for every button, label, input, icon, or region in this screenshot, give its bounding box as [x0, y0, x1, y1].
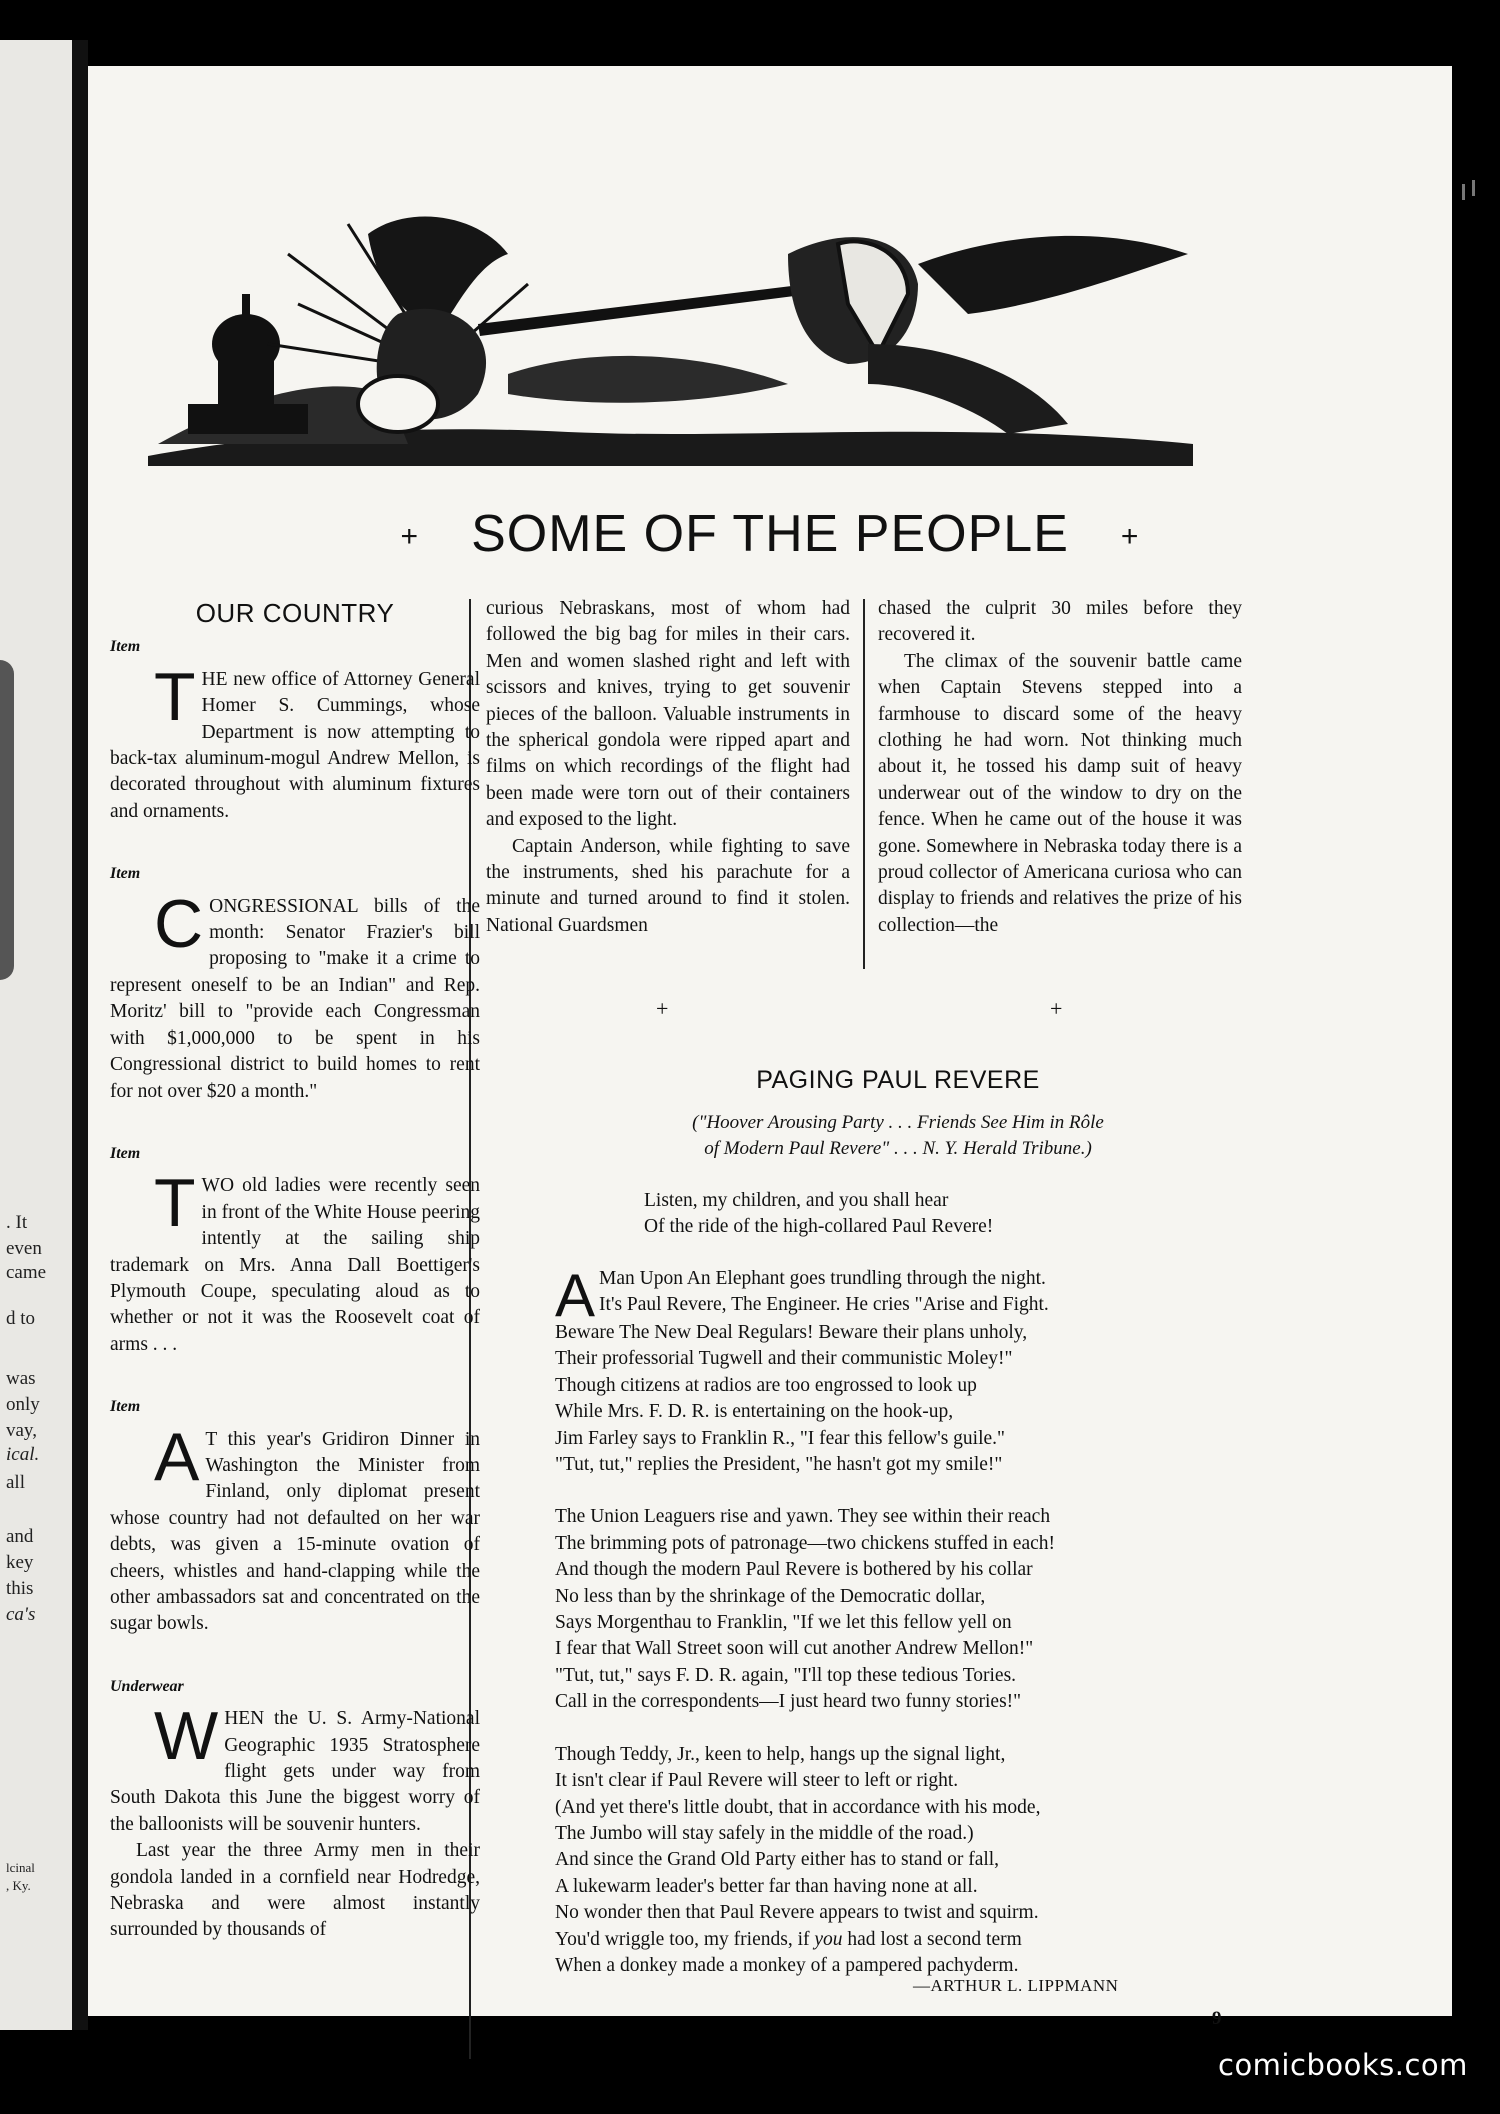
magazine-page	[88, 66, 1452, 2029]
poem-line: "Tut, tut," says F. D. R. again, "I'll top these tedious Tories.	[555, 1664, 1017, 1686]
epigraph-line: Listen, my children, and you shall hear	[644, 1190, 949, 1211]
emphasis-text: you	[814, 1928, 843, 1950]
column-continuation	[486, 596, 850, 939]
item-text: ONGRESSIONAL bills of the month: Senator Frazier's bill proposing to "make it a crime to represent oneself to be an Indian" and Rep. Moritz' bill to "provide each Congressman with $1,000,000 to be spent in his Congressional district to build homes to rent for not over $20 a month."	[110, 895, 480, 1102]
page-gutter	[72, 40, 88, 2030]
item-label: Item	[110, 865, 141, 883]
poem-subtitle	[508, 1110, 1288, 1162]
page-number: 9	[1212, 2008, 1222, 2029]
item-text: T this year's Gridiron Dinner in Washington the Minister from Finland, only diplomat present whose country had not defaulted on her war debts, was given a 15-minute ovation of cheers, whistles and hand-clapping while the other ambassadors sat and concentrated on the sugar bowls.	[110, 1428, 480, 1635]
page-title	[88, 504, 1452, 564]
poem-line: And since the Grand Old Party either has to stand or fall,	[555, 1849, 1000, 1871]
item-paragraph: Last year the three Army men in their gondola landed in a cornfield near Hodredge, Nebraska and were almost instantly surrounded by thousands of	[110, 1840, 480, 1941]
poem-line: A lukewarm leader's better far than having none at all.	[555, 1875, 978, 1897]
poem-line: Beware The New Deal Regulars! Beware their plans unholy,	[555, 1322, 1028, 1343]
left-fragment: came	[6, 1262, 47, 1283]
poem-line: It isn't clear if Paul Revere will steer to left or right.	[555, 1770, 959, 1792]
page-title-text: SOME OF THE PEOPLE	[471, 505, 1069, 563]
drop-cap: T	[154, 1165, 196, 1242]
left-fragment: , Ky.	[6, 1878, 31, 1893]
poem-line: (And yet there's little doubt, that in accordance with his mode,	[555, 1796, 1041, 1818]
column-continuation	[878, 596, 1242, 939]
paragraph: Captain Anderson, while fighting to save the instruments, shed his parachute for a minute and turned around to find it stolen. National Guardsmen	[486, 835, 850, 936]
column-rule	[863, 599, 865, 969]
header-illustration	[148, 194, 1193, 466]
left-fragment: even	[6, 1238, 42, 1259]
item-text: HE new office of Attorney General Homer S. Cummings, whose Department is now attempting to back-tax aluminum-mogul Andrew Mellon, is decorated throughout with aluminum fixtures and ornaments.	[110, 668, 480, 822]
poem-line: Though citizens at radios are too engrossed to look up	[555, 1374, 977, 1396]
poem-line: When a donkey made a monkey of a pampered pachyderm.	[555, 1954, 1019, 1976]
title-ornament-left: +	[400, 520, 420, 554]
item-label: Item	[110, 1398, 141, 1416]
left-fragment: . It	[6, 1212, 28, 1233]
poem-line	[555, 1927, 1055, 1953]
drop-cap: W	[154, 1698, 219, 1775]
poem-line: Their professorial Tugwell and their communistic Moley!"	[555, 1348, 1013, 1370]
poem-line: The Jumbo will stay safely in the middle of the road.)	[555, 1822, 974, 1844]
poem-stanza	[555, 1504, 1055, 1715]
poem-title: PAGING PAUL REVERE	[756, 1066, 1040, 1094]
poem-drop-cap: A	[555, 1262, 596, 1329]
poem-line: The Union Leaguers rise and yawn. They see within their reach	[555, 1506, 1051, 1528]
item-label: Underwear	[110, 1677, 184, 1695]
scan-artifact	[1460, 180, 1490, 210]
column-our-country	[110, 596, 480, 1944]
news-item	[110, 1674, 480, 1944]
item-text: HEN the U. S. Army-National Geographic 1935 Stratosphere flight gets under way from South Dakota this June the biggest worry of the balloonists will be souvenir hunters.	[110, 1708, 480, 1835]
separator-ornament: +	[656, 996, 669, 1021]
left-fragment: and	[6, 1526, 34, 1547]
poem-line: The brimming pots of patronage—two chickens stuffed in each!	[555, 1532, 1056, 1554]
paragraph: The climax of the souvenir battle came when Captain Stevens stepped into a farmhouse to discard some of the heavy clothing he had worn. Not thinking much about it, he tossed his damp suit of heavy underwear out of the window to dry on the fence. When he came out of the house it was gone. Somewhere in Nebraska today there is a proud collector of Americana curiosa who can display to friends and relatives the prize of his collection—the	[878, 650, 1242, 936]
poem-stanza	[555, 1262, 1055, 1478]
poem-line: And though the modern Paul Revere is bothered by his collar	[555, 1559, 1033, 1581]
poem-line: Call in the correspondents—I just heard two funny stories!"	[555, 1691, 1022, 1713]
left-page-edge	[0, 40, 72, 2030]
left-fragment: key	[6, 1552, 34, 1573]
left-fragment: lcinal	[6, 1860, 35, 1875]
left-fragment: only	[6, 1394, 40, 1415]
item-label: Item	[110, 638, 141, 656]
paragraph: curious Nebraskans, most of whom had followed the big bag for miles in their cars. Men and women slashed right and left with scissors and knives, trying to get souvenir pieces of the balloon. Valuable instruments in the spherical gondola were ripped apart and films on which recordings of the flight had been made were torn out of their containers and exposed to the light.	[486, 598, 850, 831]
left-fragment: d to	[6, 1308, 36, 1329]
left-fragment: all	[6, 1472, 25, 1493]
left-fragment: this	[6, 1578, 34, 1599]
line-text: You'd wriggle too, my friends, if	[555, 1928, 815, 1950]
poem-line: Man Upon An Elephant goes trundling through the night.	[599, 1268, 1046, 1289]
news-item	[110, 634, 480, 825]
drop-cap: A	[154, 1418, 200, 1495]
watermark: comicbooks.com	[1218, 2048, 1468, 2082]
poem-line: While Mrs. F. D. R. is entertaining on the hook-up,	[555, 1401, 954, 1423]
paragraph: chased the culprit 30 miles before they recovered it.	[878, 598, 1242, 646]
news-item	[110, 1141, 480, 1358]
line-text: had lost a second term	[842, 1928, 1022, 1950]
left-fragment: was	[6, 1368, 36, 1389]
epigraph-line: Of the ride of the high-collared Paul Revere!	[644, 1216, 994, 1238]
section-heading: OUR COUNTRY	[195, 598, 395, 628]
poem-body	[555, 1262, 1056, 2005]
left-fragment: ical.	[6, 1444, 40, 1465]
poem-line: Jim Farley says to Franklin R., "I fear this fellow's guile."	[555, 1427, 1005, 1449]
poem-subtitle-line: of Modern Paul Revere" . . . N. Y. Herald Tribune.)	[704, 1138, 1092, 1159]
poem-stanza	[555, 1742, 1055, 1980]
poem-epigraph	[644, 1188, 993, 1241]
poem-line: "Tut, tut," replies the President, "he hasn't got my smile!"	[555, 1454, 1003, 1476]
left-page-binding	[0, 660, 14, 980]
poem-line: I fear that Wall Street soon will cut another Andrew Mellon!"	[555, 1638, 1034, 1660]
separator-ornament: +	[1050, 996, 1063, 1021]
drop-cap: T	[154, 658, 196, 735]
left-fragment: vay,	[6, 1420, 37, 1441]
poem-line: No less than by the shrinkage of the Democratic dollar,	[555, 1585, 986, 1607]
poem-line: Though Teddy, Jr., keen to help, hangs up the signal light,	[555, 1743, 1006, 1765]
left-fragment: ca's	[6, 1604, 36, 1625]
poem-line: It's Paul Revere, The Engineer. He cries "Arise and Fight.	[599, 1294, 1049, 1316]
news-item	[110, 861, 480, 1105]
poem-subtitle-line: ("Hoover Arousing Party . . . Friends See Him in Rôle	[692, 1112, 1104, 1133]
title-ornament-right: +	[1120, 520, 1140, 554]
item-label: Item	[110, 1144, 141, 1162]
item-text: WO old ladies were recently seen in front of the White House peering intently at the sailing ship trademark on Mrs. Anna Dall Boettiger's Plymouth Coupe, speculating aloud as to whether or not it was the Roosevelt coat of arms . . .	[110, 1175, 480, 1355]
knight-dragon-illustration	[148, 194, 1193, 466]
news-item	[110, 1394, 480, 1638]
poem-line: Says Morgenthau to Franklin, "If we let this fellow yell on	[555, 1612, 1012, 1634]
poem-author: —ARTHUR L. LIPPMANN	[913, 1976, 1119, 1995]
poem-line: No wonder then that Paul Revere appears to twist and squirm.	[555, 1902, 1039, 1924]
drop-cap: C	[154, 885, 204, 962]
